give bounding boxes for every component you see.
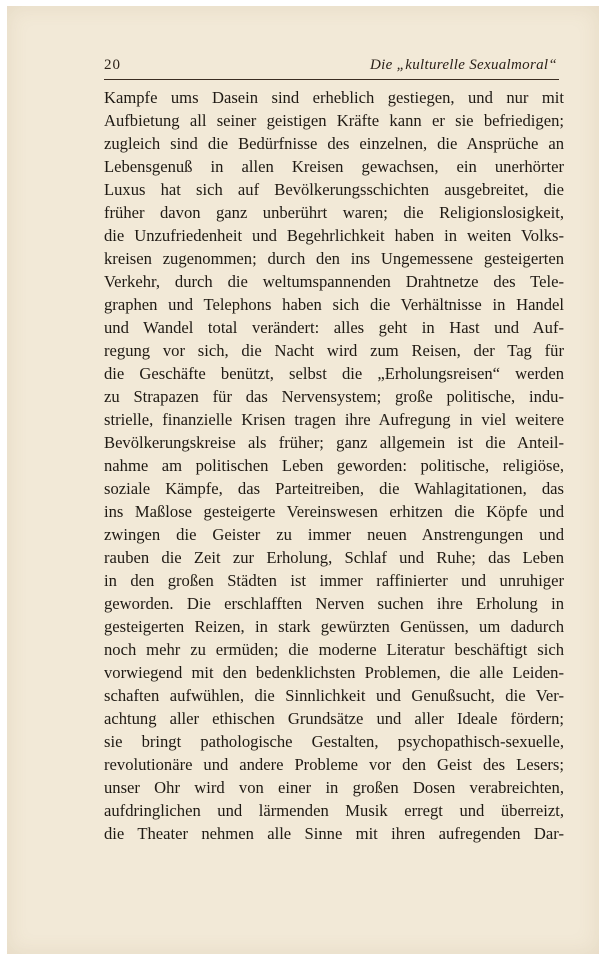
text-line: Verkehr, durch die weltumspannenden Drahtnetze des Tele- [104, 272, 564, 291]
text-line: strielle, finanzielle Krisen tragen ihre Aufregung in viel weitere [104, 410, 564, 429]
text-line: kreisen zugenommen; durch den ins Ungemessene gesteigerten [104, 249, 564, 268]
book-page [7, 6, 599, 954]
text-line: aufdringlichen und lärmenden Musik erregt und überreizt, [104, 801, 564, 820]
text-line: früher davon ganz unberührt waren; die Religionslosigkeit, [104, 203, 564, 222]
text-line: vorwiegend mit den bedenklichsten Problemen, die alle Leiden- [104, 663, 564, 682]
text-line: Luxus hat sich auf Bevölkerungsschichten ausgebreitet, die [104, 180, 564, 199]
text-line: zugleich sind die Bedürfnisse des einzelnen, die Ansprüche an [104, 134, 564, 153]
text-line: gesteigerten Reizen, in stark gewürzten Genüssen, um dadurch [104, 617, 564, 636]
text-line: geworden. Die erschlafften Nerven suchen ihre Erholung in [104, 594, 564, 613]
page-number: 20 [104, 57, 121, 73]
text-line: Lebensgenuß in allen Kreisen gewachsen, ein unerhörter [104, 157, 564, 176]
text-line: ins Maßlose gesteigerte Vereinswesen erhitzen die Köpfe und [104, 502, 564, 521]
text-line: noch mehr zu ermüden; die moderne Literatur beschäftigt sich [104, 640, 564, 659]
text-line: unser Ohr wird von einer in großen Dosen verabreichten, [104, 778, 564, 797]
text-line: die Geschäfte benützt, selbst die „Erholungsreisen“ werden [104, 364, 564, 383]
header-rule [104, 79, 559, 80]
page-header [104, 53, 557, 77]
text-line: achtung aller ethischen Grundsätze und aller Ideale fördern; [104, 709, 564, 728]
text-line: die Theater nehmen alle Sinne mit ihren aufregenden Dar- [104, 824, 564, 843]
text-line: regung vor sich, die Nacht wird zum Reisen, der Tag für [104, 341, 564, 360]
text-line: in den großen Städten ist immer raffinierter und unruhiger [104, 571, 564, 590]
text-line: die Unzufriedenheit und Begehrlichkeit haben in weiten Volks- [104, 226, 564, 245]
text-line: nahme am politischen Leben geworden: politische, religiöse, [104, 456, 564, 475]
text-line: soziale Kämpfe, das Parteitreiben, die Wahlagitationen, das [104, 479, 564, 498]
text-line: revolutionäre und andere Probleme vor den Geist des Lesers; [104, 755, 564, 774]
text-line: sie bringt pathologische Gestalten, psychopathisch-sexuelle, [104, 732, 564, 751]
text-line: Aufbietung all seiner geistigen Kräfte kann er sie befriedigen; [104, 111, 564, 130]
text-line: und Wandel total verändert: alles geht in Hast und Auf- [104, 318, 564, 337]
text-line: zwingen die Geister zu immer neuen Anstrengungen und [104, 525, 564, 544]
text-line: zu Strapazen für das Nervensystem; große politische, indu- [104, 387, 564, 406]
running-title: Die „kulturelle Sexualmoral“ [370, 57, 557, 73]
text-line: graphen und Telephons haben sich die Verhältnisse in Handel [104, 295, 564, 314]
text-line: schaften aufwühlen, die Sinnlichkeit und Genußsucht, die Ver- [104, 686, 564, 705]
text-line: Bevölkerungskreise als früher; ganz allgemein ist die Anteil- [104, 433, 564, 452]
body-text [104, 86, 564, 845]
text-line: Kampfe ums Dasein sind erheblich gestiegen, und nur mit [104, 88, 564, 107]
text-line: rauben die Zeit zur Erholung, Schlaf und Ruhe; das Leben [104, 548, 564, 567]
